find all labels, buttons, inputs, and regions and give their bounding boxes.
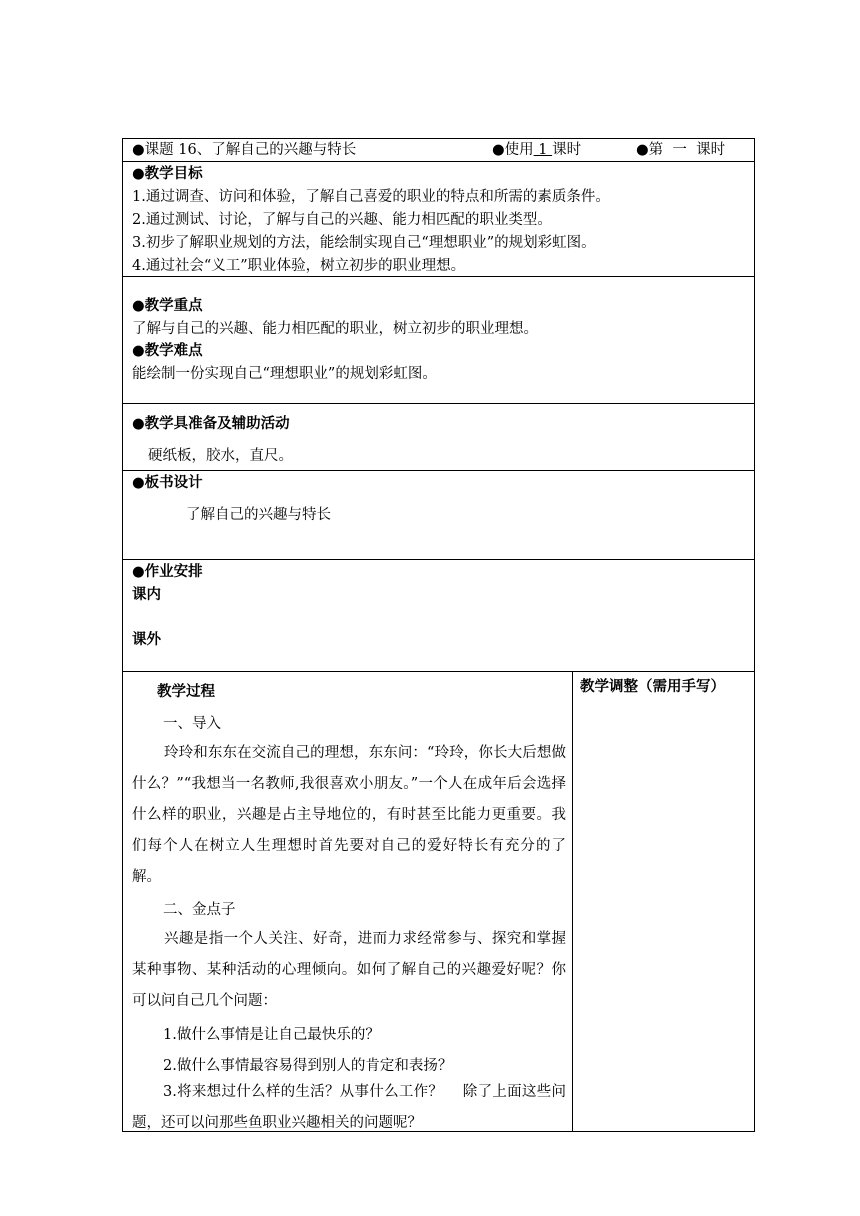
objective-item: 3.初步了解职业规划的方法，能绘制实现自己“理想职业”的规划彩虹图。 [132,235,596,251]
materials-text: 硬纸板，胶水，直尺。 [148,448,293,464]
homework-after-class: 课外 [132,632,161,648]
objectives-row [123,162,754,277]
objective-item: 4.通过社会“义工”职业体验，树立初步的职业理想。 [132,258,466,274]
process-heading: 教学过程 [157,684,215,700]
lesson-plan-table [122,138,755,1132]
section-intro-heading: 一、导入 [163,716,221,732]
objective-item: 2.通过测试、讨论，了解与自己的兴趣、能力相匹配的职业类型。 [132,212,552,228]
session-number: ●第 一 课时 [636,142,726,158]
usage-prefix: ●使用 [492,142,534,158]
homework-row [123,560,754,672]
question-item: 3.将来想过什么样的生活？从事什么工作？ 除了上面这些问题，还可以问那些鱼职业兴趣相关的问题呢？ [132,1084,566,1131]
homework-in-class: 课内 [132,587,161,603]
difficult-points-text: 能绘制一份实现自己“理想职业”的规划彩虹图。 [132,366,437,382]
objectives-heading: ●教学目标 [132,166,203,182]
adjustment-heading: 教学调整（需用手写） [580,679,725,695]
lesson-topic: ●课题 16、了解自己的兴趣与特长 [132,142,357,158]
usage-hours [492,140,581,160]
board-design-row [123,471,754,560]
intro-paragraph: 玲玲和东东在交流自己的理想，东东问：“玲玲，你长大后想做什么？”“我想当一名教师,我很喜欢小朋友。”一个人在成年后会选择什么样的职业，兴趣是占主导地位的，有时甚至比能力更重要。我们每个人在树立人生理想时首先要对自己的爱好特长有充分的了解。 [132,745,566,885]
materials-heading: ●教学具准备及辅助活动 [132,416,290,432]
question-item: 2.做什么事情最容易得到别人的肯定和表扬？ [163,1058,453,1074]
board-design-heading: ●板书设计 [132,475,203,491]
focus-row [123,277,754,404]
column-divider [572,672,573,1131]
section-tips-heading: 二、金点子 [163,902,236,918]
question-item: 1.做什么事情是让自己最快乐的？ [163,1027,380,1043]
objective-item: 1.通过调查、访问和体验，了解自己喜爱的职业的特点和所需的素质条件。 [132,189,610,205]
difficult-points-heading: ●教学难点 [132,343,203,359]
homework-heading: ●作业安排 [132,564,203,580]
board-design-text: 了解自己的兴趣与特长 [186,507,331,523]
materials-row [123,404,754,471]
key-points-text: 了解与自己的兴趣、能力相匹配的职业，树立初步的职业理想。 [132,321,538,337]
usage-hours-value: 1 [533,142,553,158]
key-points-heading: ●教学重点 [132,298,203,314]
header-row [123,139,754,162]
tips-paragraph: 兴趣是指一个人关注、好奇，进而力求经常参与、探究和掌握某种事物、某种活动的心理倾向。如何了解自己的兴趣爱好呢？你可以问自己几个问题： [132,931,566,1009]
usage-suffix: 课时 [552,142,582,158]
